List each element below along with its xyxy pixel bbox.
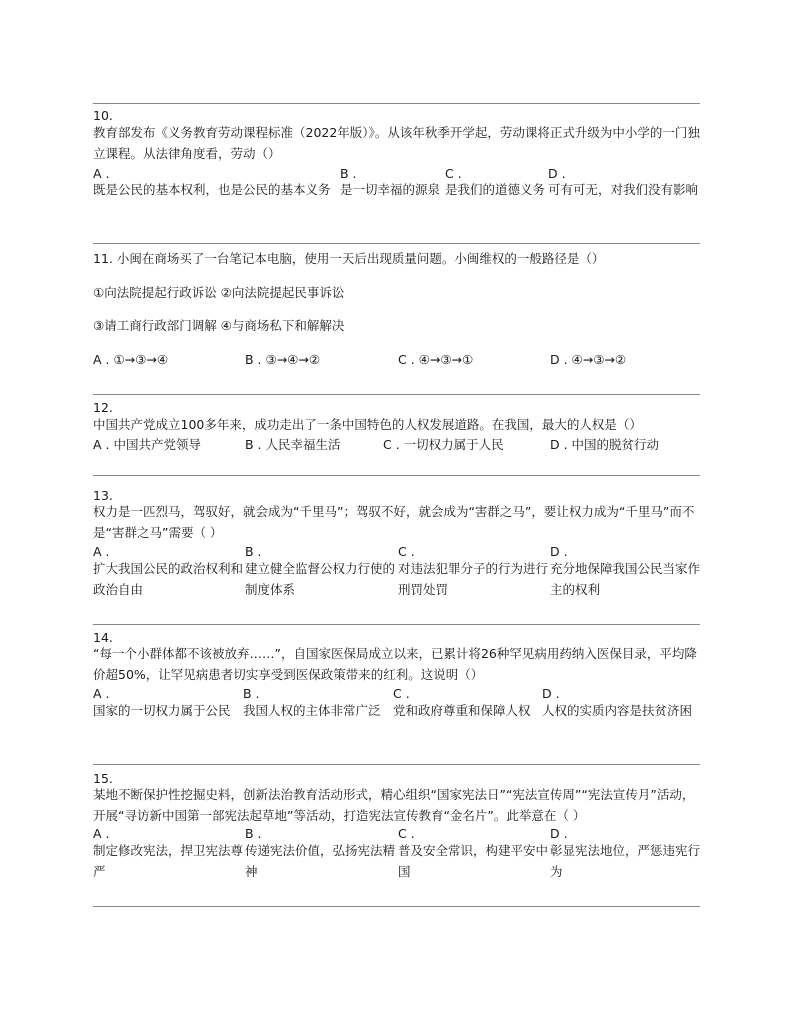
option-d[interactable]: D . ④→③→② [550,352,627,367]
option-d-letter: D . [550,544,568,559]
option-c-text[interactable]: 党和政府尊重和保障人权 [393,703,531,718]
option-d-text[interactable]: 充分地保障我国公民当家作主的权利 [550,561,701,597]
option-a-text[interactable]: 扩大我国公民的政治权利和政治自由 [93,561,244,597]
question-number: 14. [93,630,113,645]
statement-line: ①向法院提起行政诉讼 ②向法院提起民事诉讼 [93,285,345,300]
option-b-letter: B . [245,826,262,841]
option-a[interactable]: A . ①→③→④ [93,352,169,367]
option-c-text[interactable]: 普及安全常识，构建平安中国 [398,843,549,879]
option-c-text[interactable]: 是我们的道德义务 [445,182,546,197]
question-number: 10. [93,108,113,123]
option-a-text[interactable]: 既是公民的基本权利，也是公民的基本义务 [93,182,331,197]
option-b-text[interactable]: 建立健全监督公权力行使的制度体系 [245,561,396,597]
option-a-letter: A . [93,686,110,701]
divider [93,103,700,104]
option-b-letter: B . [243,686,260,701]
question-stem: 教育部发布《义务教育劳动课程标准（2022年版）》。从该年秋季开学起，劳动课将正式升级为中小学的一门独立课程。从法律角度看，劳动（） [93,125,700,161]
option-b-letter: B . [245,544,262,559]
option-c[interactable]: C . 一切权力属于人民 [383,437,504,452]
question-number: 15. [93,771,113,786]
option-c[interactable]: C . ④→③→① [398,352,474,367]
option-a-letter: A . [93,544,110,559]
option-b-text[interactable]: 传递宪法价值，弘扬宪法精神 [245,843,396,879]
question-stem: 11. 小闽在商场买了一台笔记本电脑，使用一天后出现质量问题。小闽维权的一般路径是（） [93,251,605,266]
option-a-text[interactable]: 制定修改宪法，捍卫宪法尊严 [93,843,244,879]
option-c-letter: C . [445,166,462,181]
divider [93,624,700,625]
option-c-text[interactable]: 对违法犯罪分子的行为进行刑罚处罚 [398,561,549,597]
option-c-letter: C . [398,826,415,841]
option-a-letter: A . [93,826,110,841]
question-stem: 某地不断保护性挖掘史料，创新法治教育活动形式，精心组织“国家宪法日”“宪法宣传周”“宪法宣传月”活动，开展“寻访新中国第一部宪法起草地”等活动，打造宪法宣传教育“金名片”。此举意在（ ） [93,787,695,823]
divider [93,394,700,395]
question-stem: 中国共产党成立100多年来，成功走出了一条中国特色的人权发展道路。在我国，最大的人权是（） [93,417,642,432]
question-stem: 权力是一匹烈马，驾驭好，就会成为“千里马”；驾驭不好，就会成为“害群之马”，要让权力成为“千里马”而不是“害群之马”需要（ ） [93,504,695,540]
option-d-letter: D . [550,826,568,841]
divider [93,243,700,244]
option-a-text[interactable]: 国家的一切权力属于公民 [93,703,231,718]
divider [93,906,700,907]
divider [93,475,700,476]
option-c-letter: C . [398,544,415,559]
option-b[interactable]: B . 人民幸福生活 [245,437,341,452]
option-d-letter: D . [542,686,560,701]
statement-line: ③请工商行政部门调解 ④与商场私下和解解决 [93,318,345,333]
option-b[interactable]: B . ③→④→② [245,352,321,367]
question-stem: “每一个小群体都不该被放弃……”，自国家医保局成立以来，已累计将26种罕见病用药纳入医保目录，平均降价超50%，让罕见病患者切实享受到医保政策带来的红利。这说明（） [93,646,697,682]
option-a-letter: A . [93,166,110,181]
option-c-letter: C . [393,686,410,701]
option-b-text[interactable]: 我国人权的主体非常广泛 [243,703,381,718]
option-d-letter: D . [548,166,566,181]
option-d-text[interactable]: 人权的实质内容是扶贫济困 [542,703,693,718]
question-number: 12. [93,400,113,415]
option-d[interactable]: D . 中国的脱贫行动 [550,437,660,452]
option-d-text[interactable]: 可有可无，对我们没有影响 [548,182,699,197]
option-a[interactable]: A . 中国共产党领导 [93,437,201,452]
question-number: 13. [93,488,113,503]
option-b-letter: B . [340,166,357,181]
option-b-text[interactable]: 是一切幸福的源泉 [340,182,441,197]
divider [93,764,700,765]
option-d-text[interactable]: 彰显宪法地位，严惩违宪行为 [550,843,701,879]
